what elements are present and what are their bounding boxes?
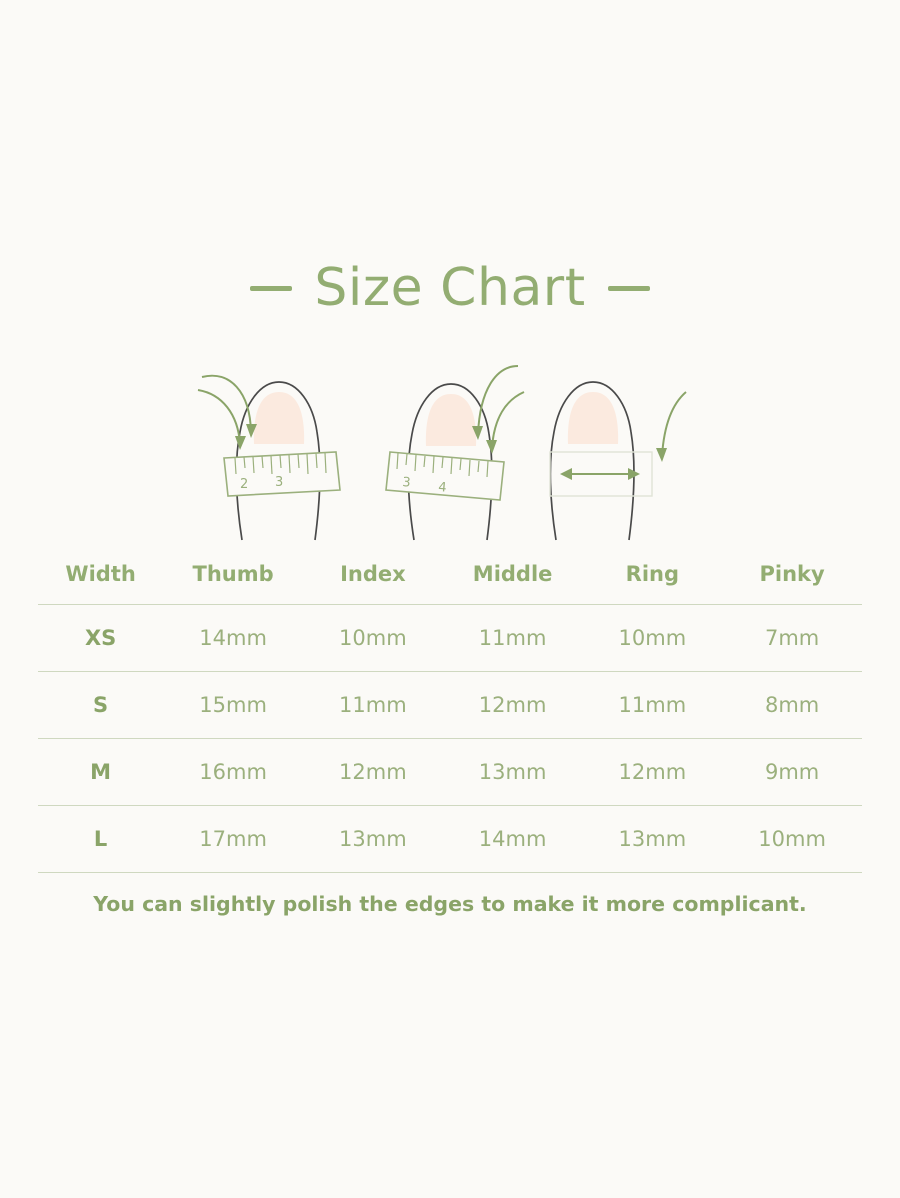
table-row: [38, 672, 862, 739]
cell-pinky: 8mm: [722, 672, 862, 739]
cell-pinky: 10mm: [722, 806, 862, 873]
cell-middle: 12mm: [443, 672, 583, 739]
cell-ring: 10mm: [582, 605, 722, 672]
cell-index: 11mm: [303, 672, 443, 739]
ruler-mark-label: 2: [240, 477, 249, 492]
table-row: [38, 806, 862, 873]
column-header-thumb: Thumb: [192, 562, 274, 586]
cell-pinky: 9mm: [722, 739, 862, 806]
title-dash-right: [608, 286, 650, 291]
table-row: [38, 739, 862, 806]
cell-size: S: [38, 672, 163, 739]
ruler-mark-label: 3: [401, 475, 412, 491]
index-measure-diagram: [376, 352, 526, 542]
title-text: Size Chart: [314, 258, 586, 318]
size-table-wrapper: [38, 552, 862, 873]
column-header-pinky: Pinky: [759, 562, 825, 586]
footer-note: You can slightly polish the edges to make it more complicant.: [93, 892, 807, 916]
cell-ring: 12mm: [582, 739, 722, 806]
column-header-index: Index: [340, 562, 406, 586]
cell-ring: 13mm: [582, 806, 722, 873]
thumb-measure-diagram: [196, 352, 346, 542]
cell-index: 10mm: [303, 605, 443, 672]
illustration-row: [0, 352, 900, 542]
size-chart-table: [38, 552, 862, 873]
cell-middle: 14mm: [443, 806, 583, 873]
cell-size: L: [38, 806, 163, 873]
cell-middle: 11mm: [443, 605, 583, 672]
cell-thumb: 14mm: [163, 605, 303, 672]
cell-index: 12mm: [303, 739, 443, 806]
cell-middle: 13mm: [443, 739, 583, 806]
ruler-mark-label: 3: [275, 475, 284, 490]
column-header-width: Width: [65, 562, 136, 586]
width-arrow-diagram: [536, 352, 726, 542]
cell-thumb: 15mm: [163, 672, 303, 739]
cell-thumb: 17mm: [163, 806, 303, 873]
table-header-row: [38, 552, 862, 605]
ruler-mark-label: 4: [437, 480, 448, 496]
cell-pinky: 7mm: [722, 605, 862, 672]
cell-thumb: 16mm: [163, 739, 303, 806]
title-dash-left: [250, 286, 292, 291]
page-title: [0, 258, 900, 318]
column-header-ring: Ring: [625, 562, 680, 586]
table-row: [38, 605, 862, 672]
cell-size: XS: [38, 605, 163, 672]
column-header-middle: Middle: [472, 562, 553, 586]
cell-index: 13mm: [303, 806, 443, 873]
cell-size: M: [38, 739, 163, 806]
cell-ring: 11mm: [582, 672, 722, 739]
